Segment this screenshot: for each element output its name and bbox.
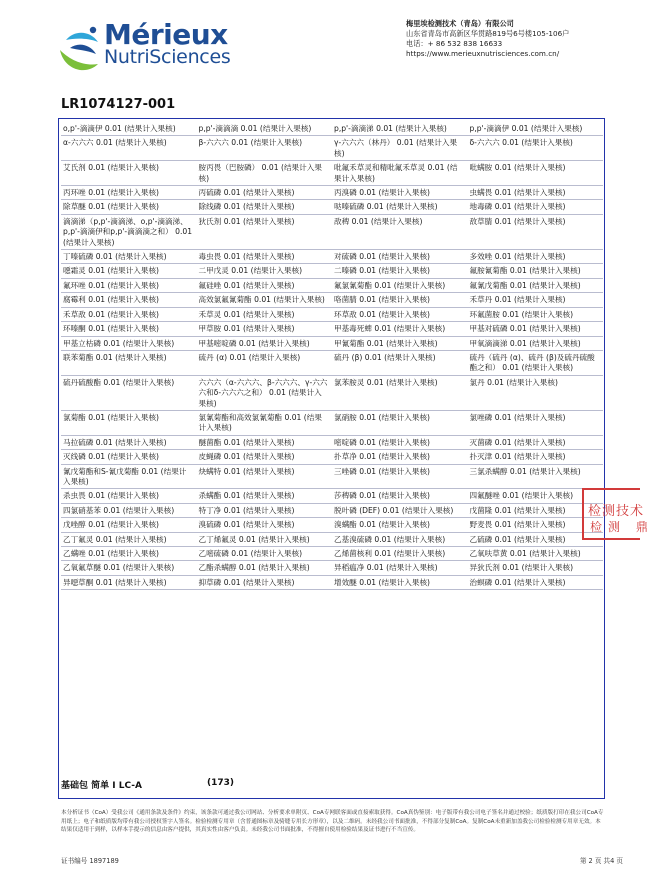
table-cell: 虫螨畏 0.01 (结果计入果核) xyxy=(469,188,566,198)
table-row xyxy=(61,161,603,186)
stamp-text-line1: 检测技术 xyxy=(588,504,645,519)
company-info xyxy=(406,19,632,59)
package-summary xyxy=(61,778,235,791)
table-cell: 敌草腈 0.01 (结果计入果核) xyxy=(469,216,566,226)
table-cell: 溴螨酯 0.01 (结果计入果核) xyxy=(334,520,431,530)
table-row xyxy=(61,450,603,464)
table-cell: 乙丁氟灵 0.01 (结果计入果核) xyxy=(63,534,167,544)
table-cell: o,p'-滴滴伊 0.01 (结果计入果核) xyxy=(63,124,176,133)
table-row xyxy=(61,436,603,450)
brand-name-line1: Mérieux xyxy=(104,18,228,51)
table-cell: 除线磷 0.01 (结果计入果核) xyxy=(198,202,295,212)
table-cell: 敌稗 0.01 (结果计入果核) xyxy=(334,216,423,226)
table-row xyxy=(61,264,603,278)
results-table xyxy=(61,122,603,590)
table-cell: 多效唑 0.01 (结果计入果核) xyxy=(469,252,566,262)
table-row xyxy=(61,518,603,532)
company-website[interactable]: https://www.merieuxnutrisciences.com.cn/ xyxy=(406,49,560,58)
table-cell: 四氯硝基苯 0.01 (结果计入果核) xyxy=(63,505,175,515)
table-cell: 野麦畏 0.01 (结果计入果核) xyxy=(469,520,566,530)
report-number: LR1074127-001 xyxy=(61,97,176,112)
table-row xyxy=(61,337,603,351)
table-cell: 咯菌腈 0.01 (结果计入果核) xyxy=(334,295,431,305)
table-cell: 灭菌磷 0.01 (结果计入果核) xyxy=(469,437,566,447)
table-cell: 乙基溴硫磷 0.01 (结果计入果核) xyxy=(334,534,446,544)
table-row xyxy=(61,376,603,411)
table-cell: 氰戊菊酯和S-氰戊菊酯 0.01 (结果计入果核) xyxy=(63,466,187,486)
table-cell: 抑草磷 0.01 (结果计入果核) xyxy=(198,577,295,587)
table-row xyxy=(61,200,603,214)
table-cell: 马拉硫磷 0.01 (结果计入果核) xyxy=(63,437,167,447)
table-row xyxy=(61,122,603,136)
table-cell: 甲氧滴滴涕 0.01 (结果计入果核) xyxy=(469,338,581,348)
table-cell: 艾氏剂 0.01 (结果计入果核) xyxy=(63,163,160,173)
table-cell: 氯菊酯 0.01 (结果计入果核) xyxy=(63,412,160,422)
table-cell: δ-六六六 0.01 (结果计入果核) xyxy=(469,138,573,148)
table-cell: 二甲戊灵 0.01 (结果计入果核) xyxy=(198,266,303,276)
table-cell: β-六六六 0.01 (结果计入果核) xyxy=(198,138,303,148)
table-cell: 高效氯氟氰菊酯 0.01 (结果计入果核) xyxy=(198,295,325,305)
table-row xyxy=(61,489,603,503)
package-label: 基础包 简单 I LC-A xyxy=(61,781,142,791)
table-cell: 乙烯菌核利 0.01 (结果计入果核) xyxy=(334,549,446,558)
table-cell: 甲草胺 0.01 (结果计入果核) xyxy=(198,324,295,334)
inspection-stamp xyxy=(582,488,654,540)
table-row xyxy=(61,504,603,518)
table-cell: 炔螨特 0.01 (结果计入果核) xyxy=(198,466,295,476)
table-cell: 吡氟禾草灵和精吡氟禾草灵 0.01 (结果计入果核) xyxy=(334,163,458,183)
table-cell: 扑灭津 0.01 (结果计入果核) xyxy=(469,452,566,462)
table-cell: 异稻瘟净 0.01 (结果计入果核) xyxy=(334,563,438,573)
table-cell: 环氟菌胺 0.01 (结果计入果核) xyxy=(469,309,574,319)
table-cell: 戊唑醇 0.01 (结果计入果核) xyxy=(63,520,160,530)
table-cell: 氯丹 0.01 (结果计入果核) xyxy=(469,377,558,387)
table-row xyxy=(61,533,603,547)
table-cell: 噁霜灵 0.01 (结果计入果核) xyxy=(63,266,160,276)
table-cell: 氯硝胺 0.01 (结果计入果核) xyxy=(334,412,431,422)
company-address: 山东省青岛市高新区华贯路819号6号楼105-106户 xyxy=(406,29,570,38)
table-cell: 甲氰菊酯 0.01 (结果计入果核) xyxy=(334,338,438,348)
table-row xyxy=(61,215,603,250)
stamp-text-line2: 检测 鼎 xyxy=(590,520,654,534)
table-row xyxy=(61,293,603,307)
table-cell: 增效醚 0.01 (结果计入果核) xyxy=(334,577,431,587)
table-cell: 甲基立枯磷 0.01 (结果计入果核) xyxy=(63,338,175,348)
table-cell: 丙硫磷 0.01 (结果计入果核) xyxy=(198,188,295,198)
table-cell: 醚菌酯 0.01 (结果计入果核) xyxy=(198,437,295,447)
table-cell: 乙硫磷 0.01 (结果计入果核) xyxy=(469,534,566,544)
table-row xyxy=(61,411,603,436)
table-cell: 乙氧呋草黄 0.01 (结果计入果核) xyxy=(469,549,581,558)
table-cell: 吡螨胺 0.01 (结果计入果核) xyxy=(469,163,566,173)
table-cell: 狄氏剂 0.01 (结果计入果核) xyxy=(198,216,295,226)
table-cell: 对硫磷 0.01 (结果计入果核) xyxy=(334,252,431,262)
table-row xyxy=(61,308,603,322)
table-cell: 二嗪磷 0.01 (结果计入果核) xyxy=(334,266,431,276)
table-cell: 杀螨酯 0.01 (结果计入果核) xyxy=(198,491,295,501)
table-cell: 杀虫畏 0.01 (结果计入果核) xyxy=(63,491,160,501)
table-cell: 莎稗磷 0.01 (结果计入果核) xyxy=(334,491,431,501)
table-cell: 三氯杀螨醇 0.01 (结果计入果核) xyxy=(469,466,581,476)
table-cell: 氟胺氰菊酯 0.01 (结果计入果核) xyxy=(469,266,581,276)
table-row xyxy=(61,576,603,590)
table-cell: 环嗪酮 0.01 (结果计入果核) xyxy=(63,324,160,334)
table-cell: 除草醚 0.01 (结果计入果核) xyxy=(63,202,160,212)
table-row xyxy=(61,351,603,376)
table-cell: 氟氯氰菊酯 0.01 (结果计入果核) xyxy=(334,280,446,290)
package-count: (173) xyxy=(207,778,235,788)
table-cell: γ-六六六（林丹） 0.01 (结果计入果核) xyxy=(334,138,458,158)
table-cell: 硫丹 (β) 0.01 (结果计入果核) xyxy=(334,352,436,362)
table-row xyxy=(61,561,603,575)
table-cell: 特丁净 0.01 (结果计入果核) xyxy=(198,505,295,515)
table-cell: 氟硅唑 0.01 (结果计入果核) xyxy=(198,280,295,290)
table-row xyxy=(61,322,603,336)
table-cell: 异狄氏剂 0.01 (结果计入果核) xyxy=(469,563,574,573)
table-cell: 扑草净 0.01 (结果计入果核) xyxy=(334,452,431,462)
table-cell: 乙螨唑 0.01 (结果计入果核) xyxy=(63,549,160,558)
table-cell: 腐霉利 0.01 (结果计入果核) xyxy=(63,295,160,305)
table-cell: 毒虫畏 0.01 (结果计入果核) xyxy=(198,252,295,262)
table-cell: 甲基毒死蜱 0.01 (结果计入果核) xyxy=(334,324,446,334)
table-cell: 胺丙畏（巴胺磷） 0.01 (结果计入果核) xyxy=(198,163,322,183)
table-cell: 乙酯杀螨醇 0.01 (结果计入果核) xyxy=(198,563,310,573)
disclaimer-text: 本分析证书（CoA）受我公司《通用条款及条件》约束，该条款可通过我公司网站、分析要求单附页、CoA专网联客面或直接索取获得。CoA真伪鉴别：电子版带有我公司电子签名并通过校验；纸质版打印在我公司CoA专用纸上；电子和纸质版均带有我公司授权签字人签名。检验检测专用章（含普通图标章及骑缝专用长方形章），以及二维码。未经我公司书面批准，不得部分复制CoA。复制CoA未重新加盖我公司检验检测专用章无效。本结果仅适用于到样，以样本手提示的信息由客户提供，其真实性由客户负责。未经我公司书面批准，不得擅自使用检验结果及证书进行不当宣传。 xyxy=(61,810,604,834)
table-cell: 哒嗪硫磷 0.01 (结果计入果核) xyxy=(334,202,438,212)
table-cell: 丙溴磷 0.01 (结果计入果核) xyxy=(334,188,431,198)
table-cell: 硫丹 (α) 0.01 (结果计入果核) xyxy=(198,352,301,362)
certificate-number: 证书编号 1897189 xyxy=(61,857,119,865)
table-row xyxy=(61,547,603,561)
brand-name-line2: NutriSciences xyxy=(104,46,231,68)
table-cell: 异噁草酮 0.01 (结果计入果核) xyxy=(63,577,167,587)
table-cell: 乙嘧硫磷 0.01 (结果计入果核) xyxy=(198,549,303,558)
table-cell: 禾草敌 0.01 (结果计入果核) xyxy=(63,309,160,319)
table-cell: 丁嗪硫磷 0.01 (结果计入果核) xyxy=(63,252,167,262)
table-cell: 六六六（α-六六六、β-六六六、γ-六六六和δ-六六六之和） 0.01 (结果计入果核) xyxy=(198,377,328,408)
table-cell: 禾草丹 0.01 (结果计入果核) xyxy=(469,295,566,305)
table-row xyxy=(61,250,603,264)
table-cell: p,p'-滴滴伊 0.01 (结果计入果核) xyxy=(469,124,583,133)
company-phone: 电话：+ 86 532 838 16633 xyxy=(406,39,503,48)
table-cell: 溴硫磷 0.01 (结果计入果核) xyxy=(198,520,295,530)
table-cell: 脱叶磷 (DEF) 0.01 (结果计入果核) xyxy=(334,505,454,515)
table-cell: 皮蝇磷 0.01 (结果计入果核) xyxy=(198,452,295,462)
table-row xyxy=(61,136,603,161)
table-cell: 氯唑磷 0.01 (结果计入果核) xyxy=(469,412,566,422)
table-cell: 乙氧氟草醚 0.01 (结果计入果核) xyxy=(63,563,175,573)
table-cell: 联苯菊酯 0.01 (结果计入果核) xyxy=(63,352,167,362)
table-cell: 丙环唑 0.01 (结果计入果核) xyxy=(63,188,160,198)
table-row xyxy=(61,279,603,293)
table-cell: 甲基嘧啶磷 0.01 (结果计入果核) xyxy=(198,338,310,348)
table-cell: p,p'-滴滴滴 0.01 (结果计入果核) xyxy=(198,124,312,133)
table-cell: 氯氰菊酯和高效氯氰菊酯 0.01 (结果计入果核) xyxy=(198,412,322,433)
table-cell: 硫丹（硫丹 (α)、硫丹 (β)及硫丹硫酸酯之和） 0.01 (结果计入果核) xyxy=(469,352,595,373)
company-name: 梅里埃检测技术（青岛）有限公司 xyxy=(406,19,514,28)
table-cell: 滴滴涕（p,p'-滴滴涕、o,p'-滴滴涕、p,p'-滴滴伊和p,p'-滴滴滴之和） 0.01 (结果计入果核) xyxy=(63,216,193,247)
table-cell: 氟环唑 0.01 (结果计入果核) xyxy=(63,280,160,290)
table-cell: 氯苯胺灵 0.01 (结果计入果核) xyxy=(334,377,438,387)
table-cell: 环草敌 0.01 (结果计入果核) xyxy=(334,309,431,319)
table-row xyxy=(61,186,603,200)
table-cell: 嘧啶磷 0.01 (结果计入果核) xyxy=(334,437,431,447)
page-number: 第 2 页 共4 页 xyxy=(579,857,623,865)
table-cell: 戊菌隆 0.01 (结果计入果核) xyxy=(469,505,566,515)
table-cell: 甲基对硫磷 0.01 (结果计入果核) xyxy=(469,324,581,334)
table-row xyxy=(61,465,603,490)
table-cell: 四氟醚唑 0.01 (结果计入果核) xyxy=(469,491,574,501)
table-cell: 硫丹硫酸酯 0.01 (结果计入果核) xyxy=(63,377,175,387)
table-cell: 治螟磷 0.01 (结果计入果核) xyxy=(469,577,566,587)
table-cell: α-六六六 0.01 (结果计入果核) xyxy=(63,138,167,148)
table-cell: 乙丁烯氟灵 0.01 (结果计入果核) xyxy=(198,534,310,544)
table-cell: 地毒磷 0.01 (结果计入果核) xyxy=(469,202,566,212)
table-cell: 灭线磷 0.01 (结果计入果核) xyxy=(63,452,160,462)
table-cell: 三唑磷 0.01 (结果计入果核) xyxy=(334,466,431,476)
table-cell: p,p'-滴滴涕 0.01 (结果计入果核) xyxy=(334,124,447,133)
table-cell: 禾草灵 0.01 (结果计入果核) xyxy=(198,309,295,319)
table-cell: 氟氰戊菊酯 0.01 (结果计入果核) xyxy=(469,280,581,290)
